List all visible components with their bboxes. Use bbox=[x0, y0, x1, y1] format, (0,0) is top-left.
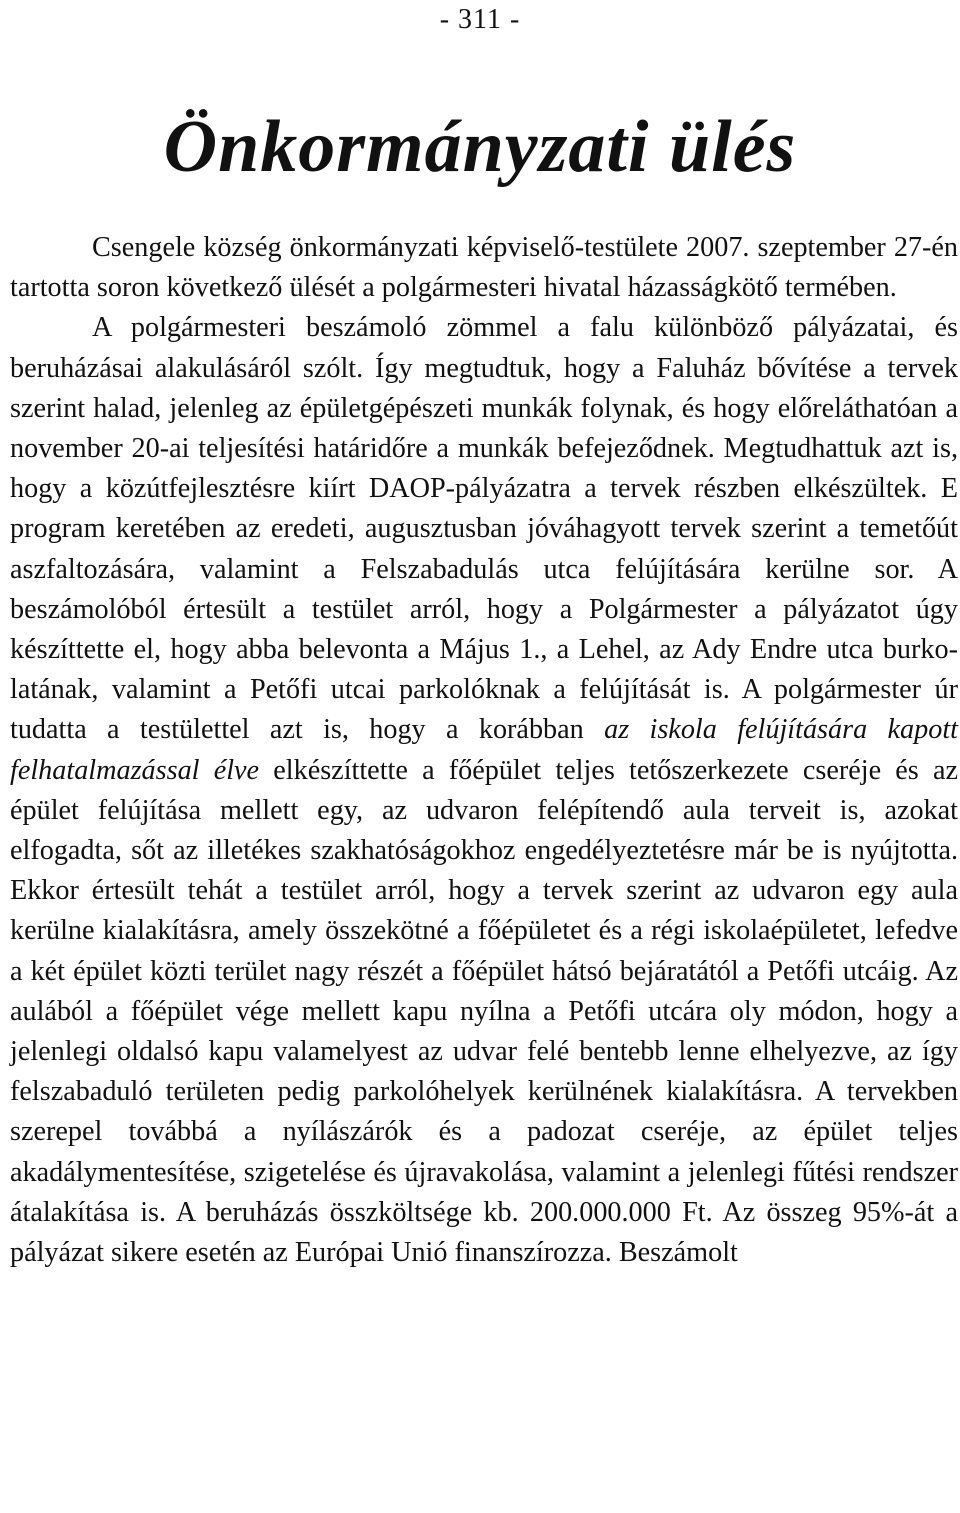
paragraph-report-text-start: A polgármesteri beszámoló zömmel a falu különböző pályázatai, és beruházásai alakulásáról szólt. Így megtudtuk, hogy a Faluház bővítése a tervek szerint halad, jelenleg az épületgépészeti munkák folynak, és hogy előreláthatóan a november 20-ai teljesítési határidőre a munkák befejeződnek. Megtudhattuk azt is, hogy a közútfejlesztésre kiírt DAOP-pályázatra a tervek részben elkészültek. E program keretében az eredeti, augusztusban jóváhagyott tervek szerint a temetőút aszfaltozására, valamint a Felszabadulás utca felújítására kerülne sor. A beszámolóból értesült a testület arról, hogy a Polgármester a pályázatot úgy készíttette el, hogy abba belevonta a Május 1., a Lehel, az Ady Endre utca burkolatának, valamint a Petőfi utcai parkolóknak a felújítását is. A polgármester úr tudatta a testülettel azt is, hogy a korábban bbox=[10, 312, 958, 746]
paragraph-report-text-end: elkészíttette a főépület teljes tetőszerkezete cseréje és az épület felújítása mellett egy, az udvaron felépítendő aula terveit is, azokat elfogadta, sőt az illetékes szakhatóságokhoz engedélyeztetésre már be is nyújtotta. Ekkor értesült tehát a testület arról, hogy a tervek szerint az udvaron egy aula kerülne kialakításra, amely összekötné a főépületet és a régi iskolaépületet, lefedve a két épület közti terület nagy részét a főépület hátsó bejáratától a Petőfi utcáig. Az aulából a főépület vége mellett kapu nyílna a Petőfi utcára oly módon, hogy a jelenlegi oldalsó kapu valamelyest az udvar felé bentebb lenne elhelyezve, az így felszabaduló területen pedig parkolóhelyek kerülnének kialakításra. A tervekben szerepel továbbá a nyílászárók és a padozat cseréje, az épület teljes akadálymentesítése, szigetelése és újravakolása, valamint a jelenlegi fűtési rendszer átalakítása is. A beruházás összköltsége kb. 200.000.000 Ft. Az összeg 95%-át a pályázat sikere esetén az Európai Unió finanszírozza. Beszámolt bbox=[10, 754, 958, 1269]
paragraph-report bbox=[10, 308, 958, 1273]
page-number: - 311 - bbox=[439, 4, 521, 35]
paragraph-intro: Csengele község önkormányzati képviselő-testülete 2007. szeptember 27-én tartotta soron következő ülését a polgármesteri hivatal házasságkötő termében. bbox=[10, 232, 958, 304]
paragraph-report-emphasis: az iskola felújítására kapott felhatalmazással élve bbox=[10, 714, 958, 786]
article-body bbox=[10, 228, 958, 1273]
article-title: Önkormányzati ülés bbox=[163, 106, 797, 188]
